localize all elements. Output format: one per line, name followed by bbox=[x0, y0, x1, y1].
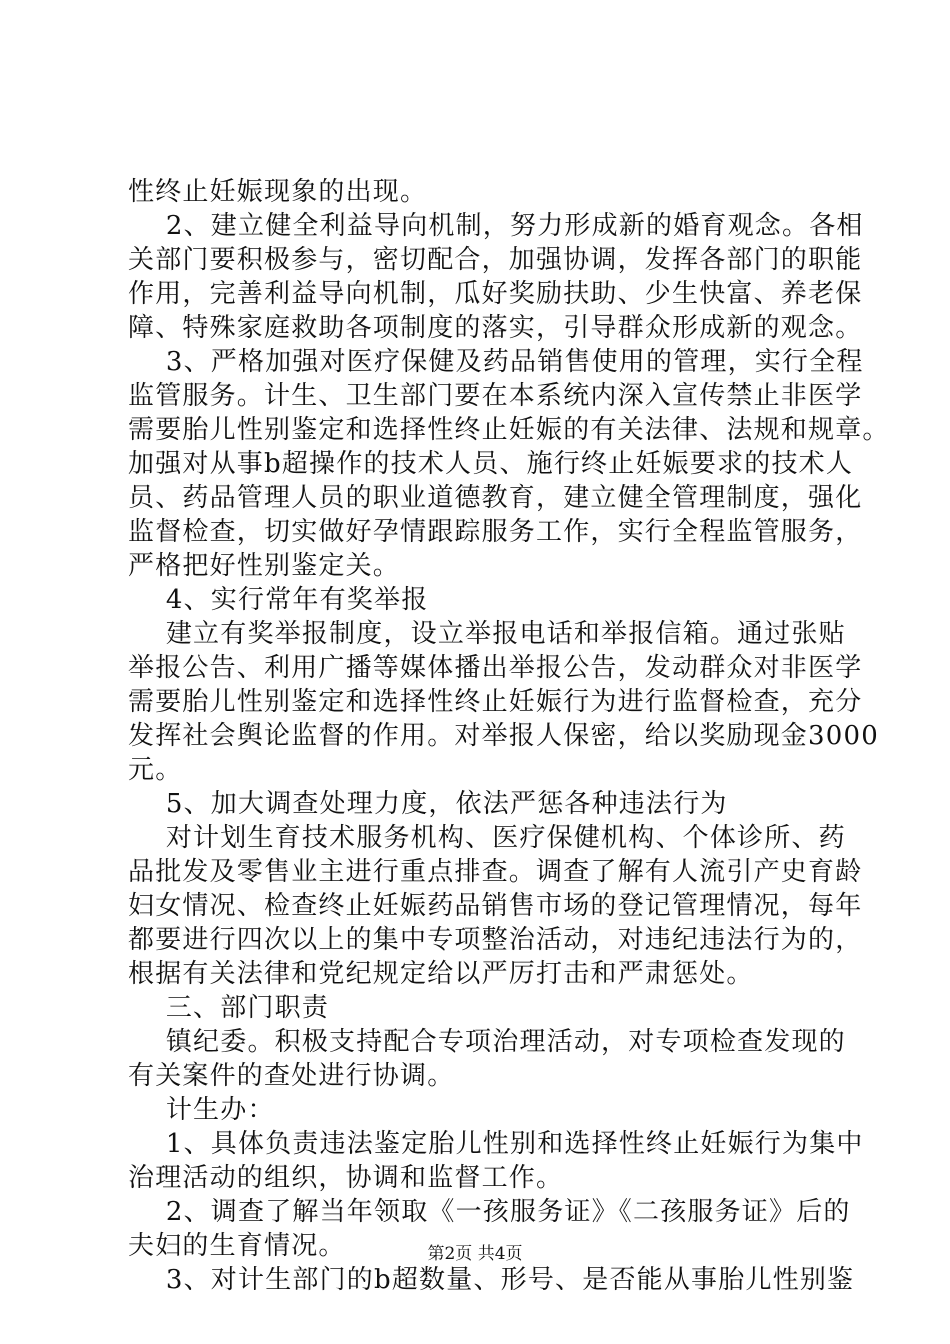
text-line: 根据有关法律和党纪规定给以严厉打击和严肃惩处。 bbox=[128, 959, 754, 989]
text-line: 夫妇的生育情况。 bbox=[128, 1231, 346, 1261]
text-line: 治理活动的组织，协调和监督工作。 bbox=[128, 1163, 564, 1193]
text-line: 障、特殊家庭救助各项制度的落实，引导群众形成新的观念。 bbox=[128, 313, 863, 343]
text-line: 员、药品管理人员的职业道德教育，建立健全管理制度，强化 bbox=[128, 483, 863, 513]
text-line: 5、加大调查处理力度，依法严惩各种违法行为 bbox=[128, 789, 728, 819]
text-line: 元。 bbox=[128, 755, 183, 785]
page-footer: 第2页 共4页 bbox=[427, 1244, 523, 1264]
text-line: 建立有奖举报制度，设立举报电话和举报信箱。通过张贴 bbox=[128, 619, 846, 649]
text-line: 三、部门职责 bbox=[128, 993, 330, 1023]
text-line: 品批发及零售业主进行重点排查。调查了解有人流引产史育龄 bbox=[128, 857, 863, 887]
text-line: 对计划生育技术服务机构、医疗保健机构、个体诊所、药 bbox=[128, 823, 846, 853]
text-line: 3、对计生部门的b超数量、形号、是否能从事胎儿性别鉴 bbox=[128, 1265, 855, 1295]
text-line: 关部门要积极参与，密切配合，加强协调，发挥各部门的职能 bbox=[128, 245, 863, 275]
text-line: 监督检查，切实做好孕情跟踪服务工作，实行全程监管服务， bbox=[128, 517, 863, 547]
text-line: 需要胎儿性别鉴定和选择性终止妊娠的有关法律、法规和规章。 bbox=[128, 415, 890, 445]
text-line: 需要胎儿性别鉴定和选择性终止妊娠行为进行监督检查，充分 bbox=[128, 687, 863, 717]
text-line: 镇纪委。积极支持配合专项治理活动，对专项检查发现的 bbox=[128, 1027, 846, 1057]
text-line: 作用，完善利益导向机制，瓜好奖励扶助、少生快富、养老保 bbox=[128, 279, 863, 309]
text-line: 3、严格加强对医疗保健及药品销售使用的管理，实行全程 bbox=[128, 347, 864, 377]
text-line: 发挥社会舆论监督的作用。对举报人保密，给以奖励现金3000 bbox=[128, 721, 879, 751]
text-line: 举报公告、利用广播等媒体播出举报公告，发动群众对非医学 bbox=[128, 653, 863, 683]
text-line: 4、实行常年有奖举报 bbox=[128, 585, 429, 615]
text-line: 妇女情况、检查终止妊娠药品销售市场的登记管理情况，每年 bbox=[128, 891, 863, 921]
text-line: 有关案件的查处进行协调。 bbox=[128, 1061, 455, 1091]
text-line: 性终止妊娠现象的出现。 bbox=[128, 177, 428, 207]
text-line: 2、建立健全利益导向机制，努力形成新的婚育观念。各相 bbox=[128, 211, 864, 241]
text-line: 加强对从事b超操作的技术人员、施行终止妊娠要求的技术人 bbox=[128, 449, 854, 479]
text-line: 监管服务。计生、卫生部门要在本系统内深入宣传禁止非医学 bbox=[128, 381, 863, 411]
text-line: 2、调查了解当年领取《一孩服务证》《二孩服务证》后的 bbox=[128, 1197, 851, 1227]
text-line: 都要进行四次以上的集中专项整治活动，对违纪违法行为的， bbox=[128, 925, 863, 955]
text-line: 1、具体负责违法鉴定胎儿性别和选择性终止妊娠行为集中 bbox=[128, 1129, 864, 1159]
text-line: 严格把好性别鉴定关。 bbox=[128, 551, 401, 581]
text-line: 计生办： bbox=[128, 1095, 275, 1125]
